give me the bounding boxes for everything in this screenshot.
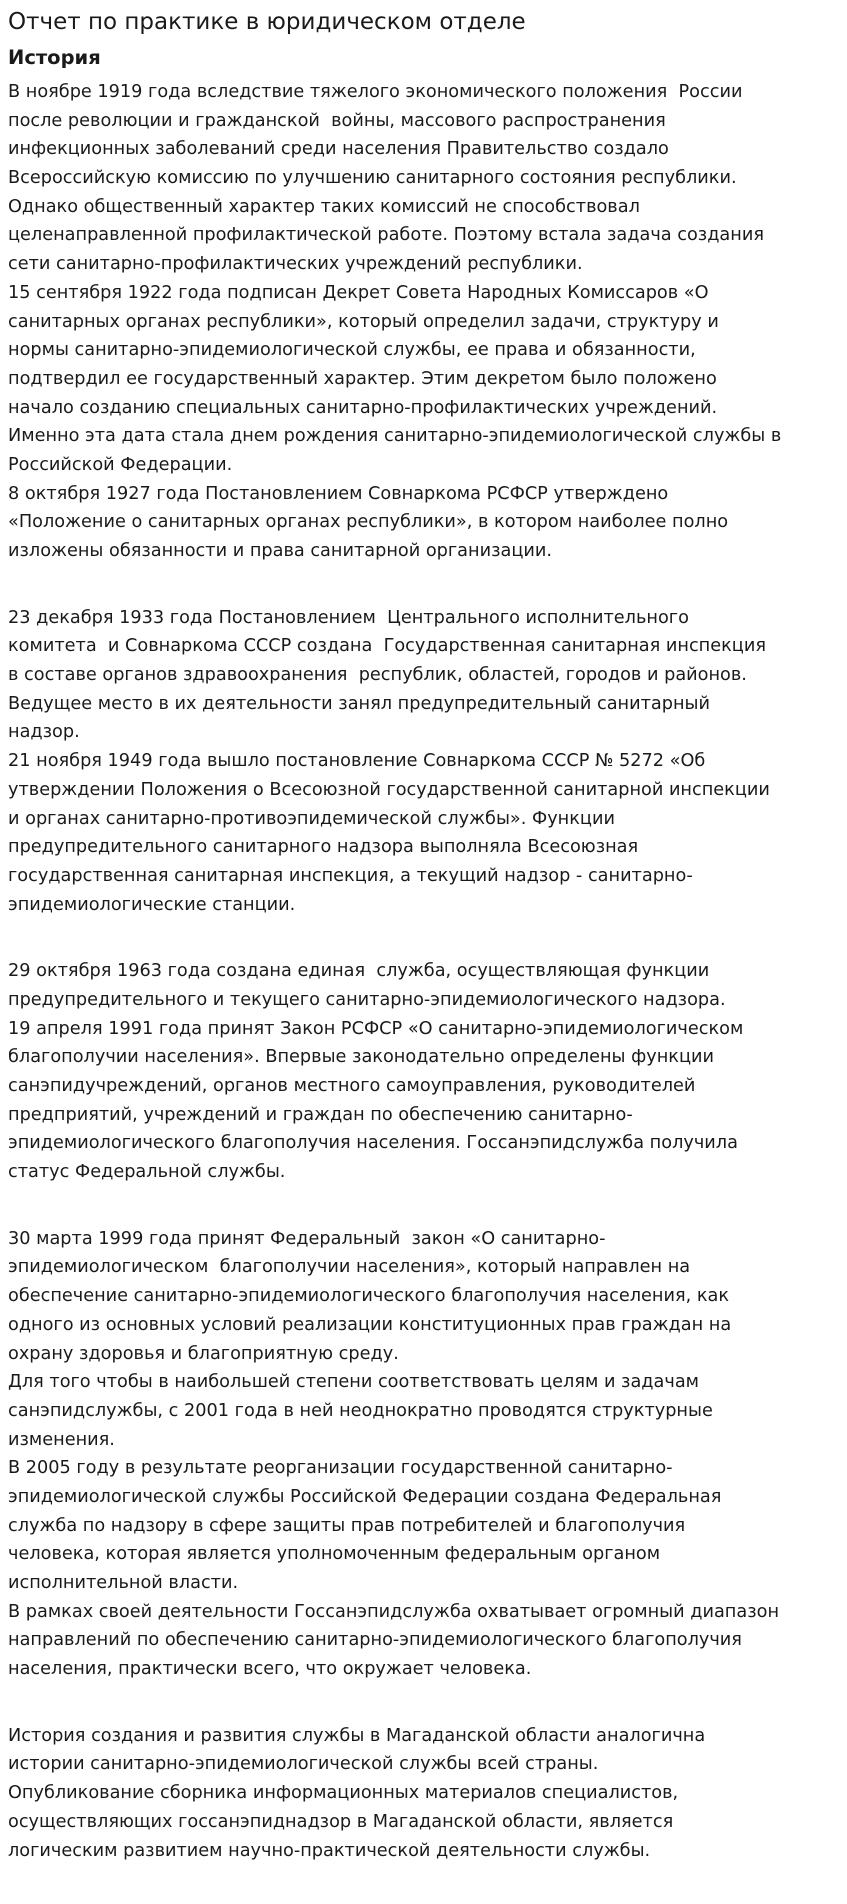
- text-line: 8 октября 1927 года Постановлением Совнаркома РСФСР утверждено: [8, 483, 669, 504]
- paragraph-gap: [8, 1187, 843, 1225]
- text-line: В рамках своей деятельности Госсанэпидслужба охватывает огромный диапазон: [8, 1601, 780, 1622]
- paragraph-block: [8, 604, 843, 920]
- text-line: населения, практически всего, что окружает человека.: [8, 1659, 532, 1680]
- text-line: охрану здоровья и благоприятную среду.: [8, 1343, 399, 1364]
- text-line: 29 октября 1963 года создана единая служба, осуществляющая функции: [8, 961, 710, 982]
- document-body: [8, 78, 843, 1865]
- text-line: предупредительного и текущего санитарно-эпидемиологического надзора.: [8, 989, 726, 1010]
- text-line: комитета и Совнаркома СССР создана Государственная санитарная инспекция: [8, 636, 766, 657]
- text-line: 30 марта 1999 года принят Федеральный закон «О санитарно-: [8, 1228, 606, 1249]
- text-line: и органах санитарно-противоэпидемической службы». Функции: [8, 808, 615, 829]
- text-line: В 2005 году в результате реорганизации государственной санитарно-: [8, 1458, 673, 1479]
- text-line: нормы санитарно-эпидемиологической службы, ее права и обязанности,: [8, 340, 696, 361]
- text-line: эпидемиологического благополучия населения. Госсанэпидслужба получила: [8, 1133, 738, 1154]
- text-line: одного из основных условий реализации конституционных прав граждан на: [8, 1314, 732, 1335]
- text-line: исполнительной власти.: [8, 1573, 239, 1593]
- text-line: начало созданию специальных санитарно-профилактических учреждений.: [8, 397, 718, 418]
- paragraph-gap: [8, 566, 843, 604]
- text-line: 23 декабря 1933 года Постановлением Центрального исполнительного: [8, 607, 689, 628]
- text-line: сети санитарно-профилактических учреждений республики.: [8, 254, 583, 275]
- text-line: Однако общественный характер таких комиссий не способствовал: [8, 196, 640, 217]
- text-line: подтвердил ее государственный характер. Этим декретом было положено: [8, 368, 717, 389]
- text-line: в составе органов здравоохранения республик, областей, городов и районов.: [8, 665, 747, 686]
- text-line: истории санитарно-эпидемиологической службы всей страны.: [8, 1754, 599, 1775]
- text-line: утверждении Положения о Всесоюзной государственной санитарной инспекции: [8, 779, 770, 800]
- text-line: Именно эта дата стала днем рождения санитарно-эпидемиологической службы в: [8, 426, 782, 447]
- text-line: изменения.: [8, 1429, 115, 1450]
- text-line: 15 сентября 1922 года подписан Декрет Совета Народных Комиссаров «О: [8, 282, 709, 303]
- paragraph-block: [8, 1722, 843, 1865]
- text-line: Ведущее место в их деятельности занял предупредительный санитарный: [8, 693, 711, 714]
- text-line: целенаправленной профилактической работе. Поэтому встала задача создания: [8, 225, 764, 246]
- text-line: 21 ноября 1949 года вышло постановление Совнаркома СССР № 5272 «Об: [8, 751, 706, 772]
- text-line: статус Федеральной службы.: [8, 1162, 286, 1183]
- text-line: осуществляющих госсанэпиднадзор в Магаданской области, является: [8, 1811, 674, 1832]
- text-line: инфекционных заболеваний среди населения Правительство создало: [8, 139, 669, 160]
- text-line: после революции и гражданской войны, массового распространения: [8, 110, 666, 131]
- text-line: санэпидслужбы, с 2001 года в ней неоднократно проводятся структурные: [8, 1400, 713, 1421]
- text-line: государственная санитарная инспекция, а текущий надзор - санитарно-: [8, 865, 693, 886]
- text-line: Российской Федерации.: [8, 454, 233, 475]
- text-line: Для того чтобы в наибольшей степени соответствовать целям и задачам: [8, 1372, 700, 1393]
- section-heading: История: [8, 46, 101, 69]
- text-line: логическим развитием научно-практической деятельности службы.: [8, 1840, 651, 1861]
- text-line: История создания и развития службы в Магаданской области аналогична: [8, 1725, 706, 1746]
- text-line: предприятий, учреждений и граждан по обеспечению санитарно-: [8, 1104, 633, 1125]
- text-line: эпидемиологической службы Российской Федерации создана Федеральная: [8, 1486, 722, 1507]
- text-line: Опубликование сборника информационных материалов специалистов,: [8, 1783, 679, 1804]
- text-line: «Положение о санитарных органах республики», в котором наиболее полно: [8, 512, 729, 533]
- text-line: санэпидучреждений, органов местного самоуправления, руководителей: [8, 1076, 696, 1096]
- paragraph-gap: [8, 919, 843, 957]
- text-line: Всероссийскую комиссию по улучшению санитарного состояния республики.: [8, 168, 737, 189]
- document-title: Отчет по практике в юридическом отделе: [8, 9, 526, 35]
- text-line: служба по надзору в сфере защиты прав потребителей и благополучия: [8, 1515, 686, 1536]
- paragraph-block: [8, 957, 843, 1187]
- text-line: В ноябре 1919 года вследствие тяжелого экономического положения России: [8, 82, 743, 102]
- text-line: человека, которая является уполномоченным федеральным органом: [8, 1544, 661, 1565]
- paragraph-gap: [8, 1684, 843, 1722]
- text-line: эпидемиологические станции.: [8, 894, 296, 915]
- text-line: обеспечение санитарно-эпидемиологического благополучия населения, как: [8, 1286, 730, 1307]
- text-line: благополучии населения». Впервые законодательно определены функции: [8, 1047, 714, 1068]
- text-line: санитарных органах республики», который определил задачи, структуру и: [8, 311, 719, 332]
- text-line: изложены обязанности и права санитарной организации.: [8, 541, 552, 561]
- text-line: направлений по обеспечению санитарно-эпидемиологического благополучия: [8, 1630, 742, 1651]
- document-page: [8, 0, 843, 1865]
- paragraph-block: [8, 1225, 843, 1684]
- paragraph-block: [8, 78, 843, 566]
- text-line: 19 апреля 1991 года принят Закон РСФСР «О санитарно-эпидемиологическом: [8, 1018, 744, 1039]
- text-line: надзор.: [8, 722, 80, 743]
- text-line: эпидемиологическом благополучии населения», который направлен на: [8, 1257, 691, 1278]
- text-line: предупредительного санитарного надзора выполняла Всесоюзная: [8, 837, 639, 858]
